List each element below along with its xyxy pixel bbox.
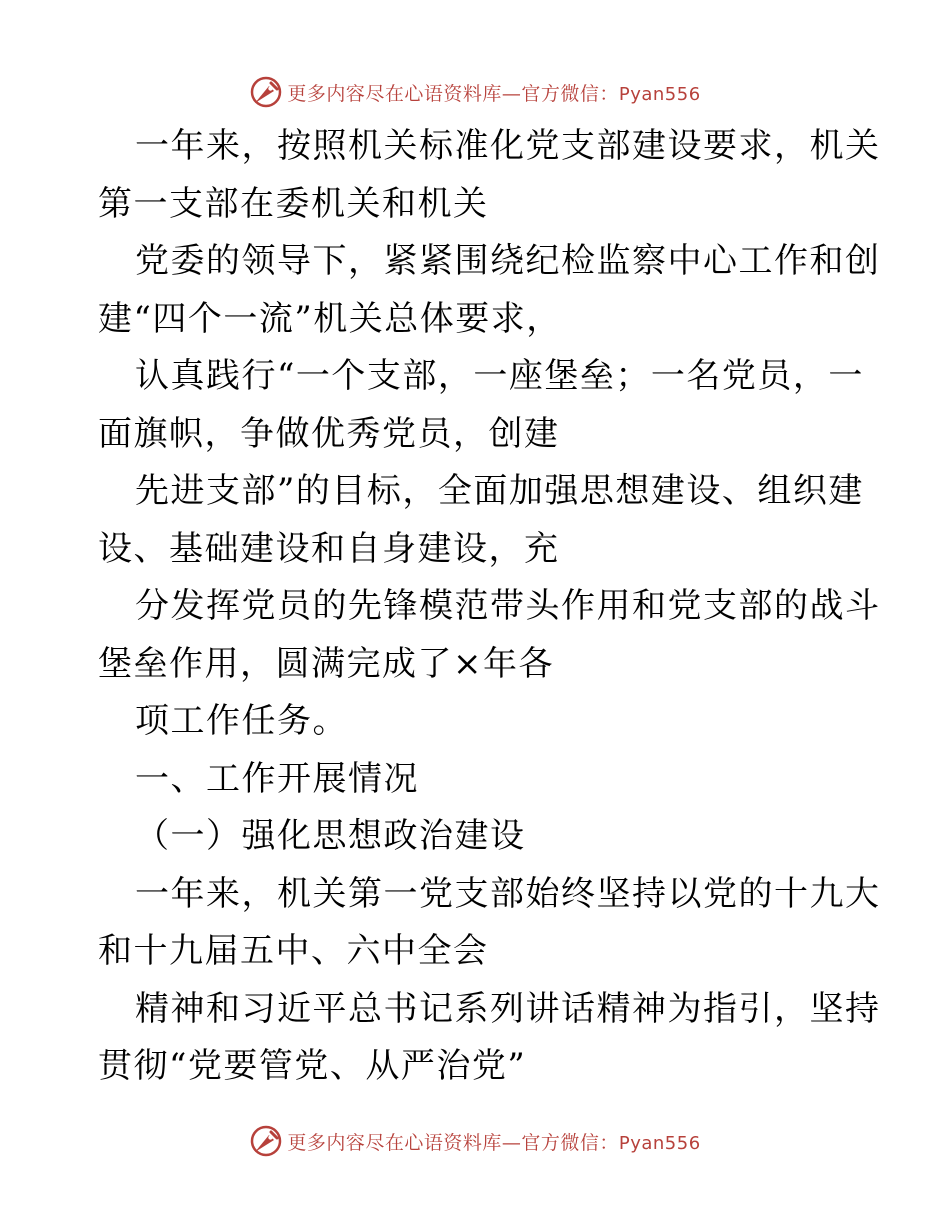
text-line: 先进支部”的目标，全面加强思想建设、组织建 xyxy=(135,471,864,511)
text-line: 堡垒作用，圆满完成了×年各 xyxy=(98,643,554,684)
watermark-wechat-id: Pyan556 xyxy=(618,83,701,105)
text-line: 党委的领导下，紧紧围绕纪检监察中心工作和创 xyxy=(135,241,881,281)
pen-nib-circle-icon xyxy=(249,75,283,109)
header-watermark xyxy=(0,72,950,112)
text-line: 一年来，按照机关标准化党支部建设要求，机关 xyxy=(135,126,881,166)
text-line: 贯彻“党要管党、从严治党” xyxy=(98,1046,527,1086)
watermark-text xyxy=(287,1128,700,1155)
subsection-heading: （一）强化思想政治建设 xyxy=(135,816,526,856)
text-line: 建“四个一流”机关总体要求， xyxy=(98,298,562,339)
text-line: 分发挥党员的先锋模范带头作用和党支部的战斗 xyxy=(135,586,881,626)
text-line: 认真践行“一个支部，一座堡垒；一名党员，一 xyxy=(135,356,864,396)
text-line: 精神和习近平总书记系列讲话精神为指引，坚持 xyxy=(135,988,881,1029)
text-line: 面旗帜，争做优秀党员，创建 xyxy=(98,413,560,454)
text-line: 和十九届五中、六中全会 xyxy=(98,931,489,971)
pen-nib-circle-icon xyxy=(249,1124,283,1158)
text-line: 项工作任务。 xyxy=(135,701,348,741)
watermark-text-cn: 更多内容尽在心语资料库—官方微信： xyxy=(287,82,619,105)
text-line: 第一支部在委机关和机关 xyxy=(98,183,489,224)
watermark-wechat-id: Pyan556 xyxy=(618,1132,701,1154)
text-line: 设、基础建设和自身建设，充 xyxy=(98,528,560,569)
watermark-text xyxy=(287,79,700,106)
text-line: 一年来，机关第一党支部始终坚持以党的十九大 xyxy=(135,873,881,914)
footer-watermark xyxy=(0,1121,950,1161)
document-body xyxy=(98,118,881,1096)
section-heading: 一、工作开展情况 xyxy=(135,758,419,799)
watermark-text-cn: 更多内容尽在心语资料库—官方微信： xyxy=(287,1131,619,1154)
